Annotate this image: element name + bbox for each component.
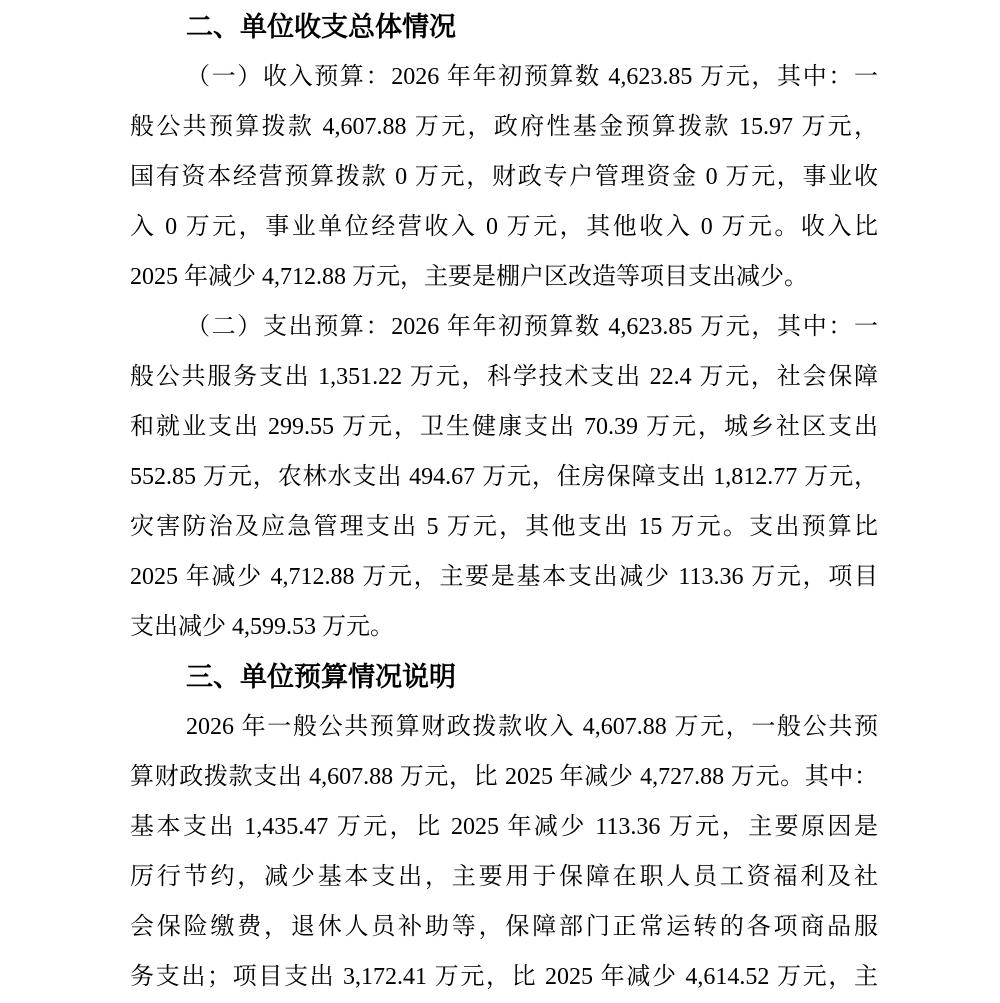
expense-paragraph-line: 灾害防治及应急管理支出 5 万元，其他支出 15 万元。支出预算比 [130, 514, 878, 540]
budget-note-line: 务支出；项目支出 3,172.41 万元，比 2025 年减少 4,614.52 万元，主 [130, 964, 878, 990]
budget-note-line: 2026 年一般公共预算财政拨款收入 4,607.88 万元，一般公共预 [186, 714, 878, 740]
income-paragraph-line: 2025 年减少 4,712.88 万元，主要是棚户区改造等项目支出减少。 [130, 264, 808, 290]
income-paragraph-line: （一）收入预算：2026 年年初预算数 4,623.85 万元，其中：一 [186, 64, 878, 90]
expense-paragraph-line: 2025 年减少 4,712.88 万元，主要是基本支出减少 113.36 万元，项目 [130, 564, 878, 590]
budget-note-line: 会保险缴费，退休人员补助等，保障部门正常运转的各项商品服 [130, 914, 878, 940]
expense-paragraph-line: 552.85 万元，农林水支出 494.67 万元，住房保障支出 1,812.77 万元， [130, 464, 878, 490]
budget-note-line: 算财政拨款支出 4,607.88 万元，比 2025 年减少 4,727.88 万元。其中： [130, 764, 878, 790]
budget-note-line: 基本支出 1,435.47 万元，比 2025 年减少 113.36 万元，主要原因是 [130, 814, 878, 840]
section-2-heading: 二、单位收支总体情况 [186, 12, 456, 42]
budget-note-line: 厉行节约，减少基本支出，主要用于保障在职人员工资福利及社 [130, 864, 878, 890]
expense-paragraph-line: 般公共服务支出 1,351.22 万元，科学技术支出 22.4 万元，社会保障 [130, 364, 878, 390]
income-paragraph-line: 入 0 万元，事业单位经营收入 0 万元，其他收入 0 万元。收入比 [130, 214, 878, 240]
income-paragraph-line: 国有资本经营预算拨款 0 万元，财政专户管理资金 0 万元，事业收 [130, 164, 878, 190]
expense-paragraph-line: 支出减少 4,599.53 万元。 [130, 614, 394, 640]
expense-paragraph-line: 和就业支出 299.55 万元，卫生健康支出 70.39 万元，城乡社区支出 [130, 414, 878, 440]
section-3-heading: 三、单位预算情况说明 [186, 662, 456, 692]
document-text-block [130, 2, 878, 1002]
expense-paragraph-line: （二）支出预算：2026 年年初预算数 4,623.85 万元，其中：一 [186, 314, 878, 340]
income-paragraph-line: 般公共预算拨款 4,607.88 万元，政府性基金预算拨款 15.97 万元， [130, 114, 878, 140]
